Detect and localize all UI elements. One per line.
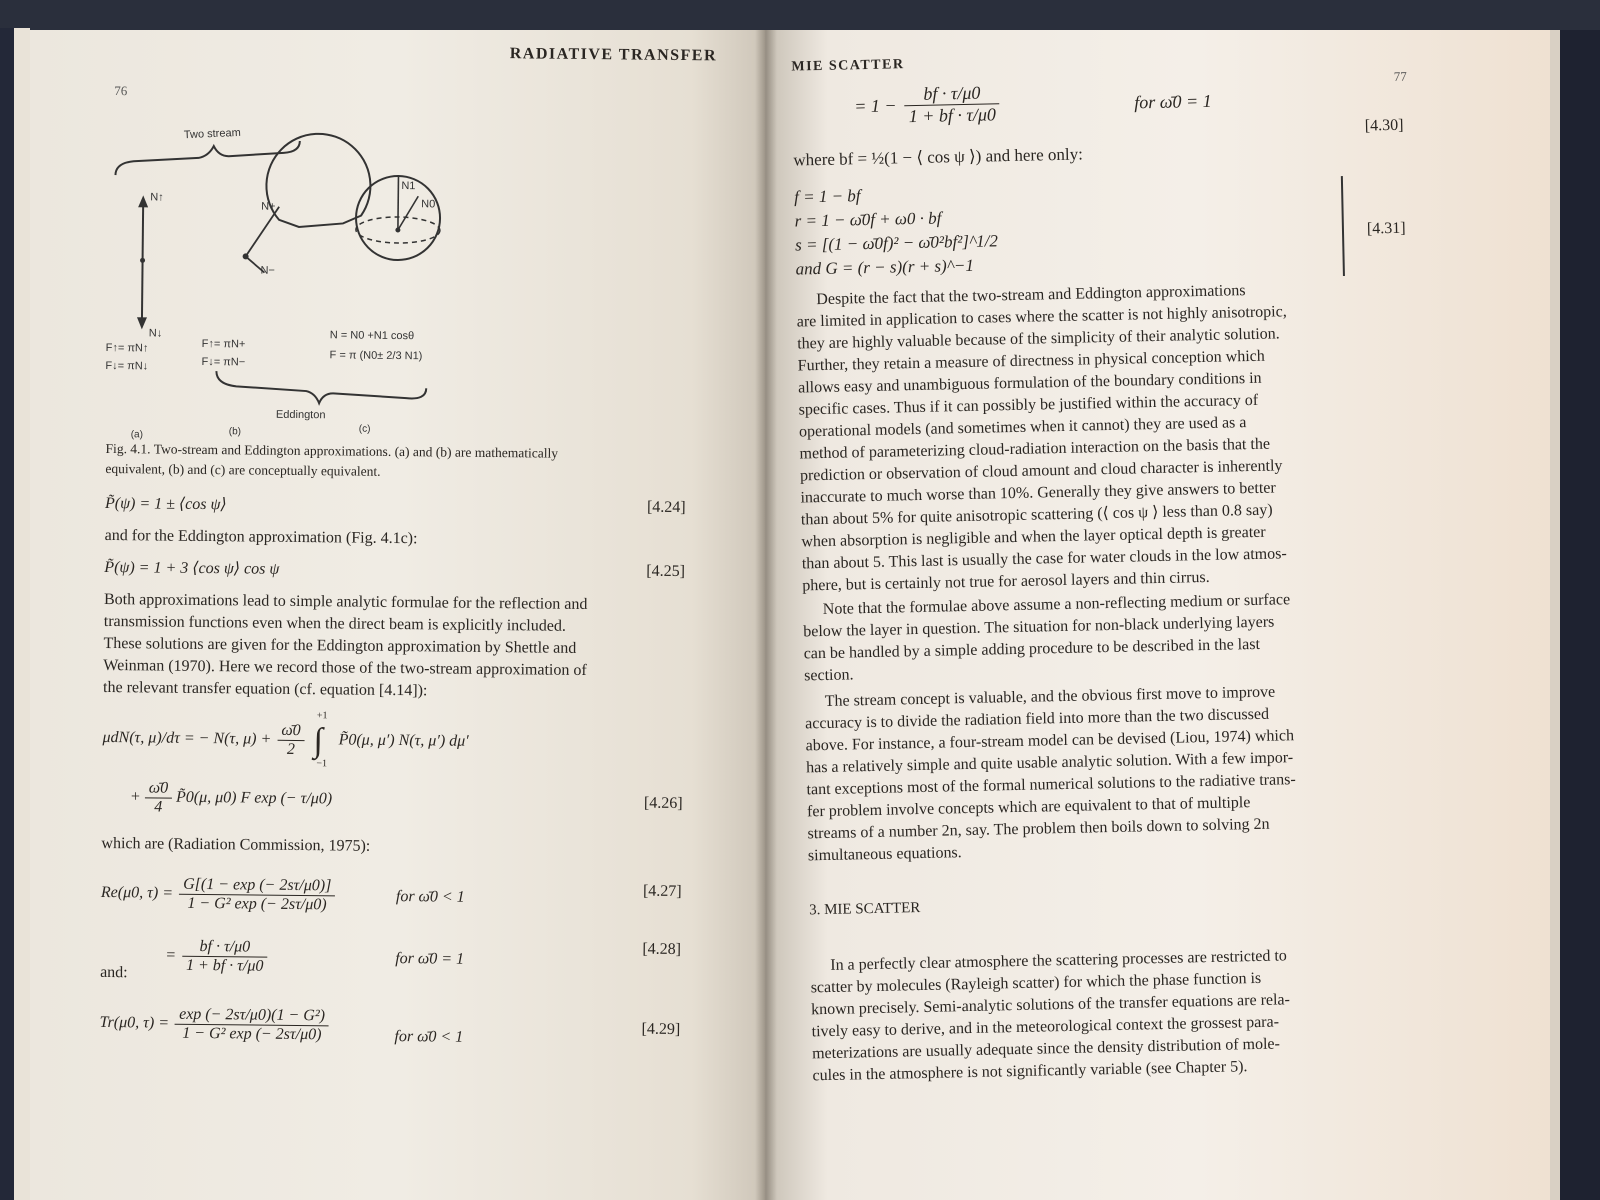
label-n0: N0 [421,198,436,211]
paragraph-line: below the layer in question. The situation for non-black underlying layers [803,613,1275,641]
paragraph-line: Further, they retain a measure of directness in physical conception which [797,347,1265,375]
paragraph-line: scatter by molecules (Rayleigh scatter) for which the phase function is [810,969,1262,997]
paragraph-line: transmission functions even when the direct beam is explicitly included. [103,612,566,635]
eq-4-26-frac-num: ω̄0 [277,721,304,740]
paragraph-line: simultaneous equations. [807,844,962,865]
eq-4-30-denominator: 1 + bf · τ/μ0 [908,103,997,126]
eq-4-31-line: s = [(1 − ω̄0f)² − ω̄0²bf²]^1/2 [794,231,999,255]
eq-4-30-condition: for ω̄0 = 1 [1134,90,1212,113]
equation-number-4-27: [4.27] [642,882,682,901]
equation-4-29 [99,993,329,1055]
where-line: where bf = ½(1 − ⟨ cos ψ ⟩) and here only: [793,144,1084,170]
fig-b-line2: F↓= πN− [201,355,246,369]
eq-4-27-denominator: 1 − G² exp (− 2sτ/μ0) [187,894,327,913]
paragraph-line: In a perfectly clear atmosphere the scattering processes are restricted to [830,947,1288,974]
integral-lower-limit: −1 [316,758,328,770]
left-page [30,30,765,1200]
eq-4-27-condition: for ω̄0 < 1 [395,888,465,906]
equation-4-28 [165,928,268,985]
paragraph-line: are limited in application to cases where the scatter is not highly anisotropic, [796,303,1287,331]
eq-4-31-line: f = 1 − bf [793,186,861,207]
paragraph-line: streams of a number 2n, say. The problem then boils down to solving 2n [807,815,1270,843]
equation-bracket-line [1341,176,1345,276]
label-n-up: N↑ [150,191,164,204]
page-number-left: 76 [114,83,128,99]
eq-4-29-numerator: exp (− 2sτ/μ0)(1 − G²) [175,1005,329,1026]
page-number-right: 77 [1393,68,1407,84]
label-n-plus: N+ [261,200,276,213]
eq-4-26-lhs: μdN(τ, μ)/dτ = − N(τ, μ) + [102,728,272,748]
eq-4-28-equals: = [165,946,177,964]
paragraph-line: has a relatively simple and quite usable analytic solution. With a few impor- [805,749,1294,777]
label-b: (b) [228,426,242,438]
section-heading-mie-scatter: 3. MIE SCATTER [808,900,921,919]
figure-4-1 [101,95,685,441]
equation-4-30 [854,73,1001,136]
equation-number-4-29: [4.29] [641,1020,681,1039]
eq-4-29-fraction [175,1005,329,1044]
eq-4-26-fraction [277,721,305,758]
label-n-down: N↓ [148,327,163,340]
fig-c-line2: F = π (N0± 2/3 N1) [329,349,423,363]
fig-a-line1: F↑= πN↑ [105,341,149,355]
eq-4-28-fraction [182,937,268,975]
equation-4-27 [101,863,336,925]
eq-4-26-line2-fraction [145,779,173,816]
paragraph-line: known precisely. Semi-analytic solutions of the transfer equations are rela- [811,991,1291,1019]
eq-4-26-line2-rest: P̃0(μ, μ0) F exp (− τ/μ0) [175,788,333,808]
eq-4-29-denominator: 1 − G² exp (− 2sτ/μ0) [182,1024,322,1043]
equation-number-4-31: [4.31] [1366,219,1406,238]
eq-4-28-denominator: 1 + bf · τ/μ0 [185,956,264,975]
eq-4-30-numerator: bf · τ/μ0 [904,82,1000,106]
equation-4-26-line2 [130,771,333,825]
paragraph-line: when absorption is negligible and when the layer optical depth is greater [801,523,1266,551]
paragraph-line: than about 5. This last is usually the case for water clouds in the low atmos- [801,545,1287,573]
label-eddington: Eddington [275,408,326,422]
paragraph-line: phere, but is certainly not true for aerosol layers and thin cirrus. [802,568,1210,595]
label-c: (c) [358,423,371,435]
eq-4-28-numerator: bf · τ/μ0 [182,937,268,957]
eq-4-26-line2-frac-num: ω̄0 [145,779,172,798]
book-gutter [755,30,777,1200]
label-a: (a) [130,429,144,441]
label-two-stream: Two stream [183,126,241,142]
eq-4-26-frac-den: 2 [286,740,295,758]
text-eddington-intro: and for the Eddington approximation (Fig. 4.1c): [104,526,418,548]
fig-c-line1: N = N0 +N1 cosθ [329,329,415,343]
running-head-left: RADIATIVE TRANSFER [509,45,718,65]
eq-4-30-prefix: = 1 − [854,94,897,116]
paragraph-line: accuracy is to divide the radiation field into more than the two discussed [805,705,1270,733]
equation-number-4-30: [4.30] [1364,116,1404,135]
eq-4-26-line2-frac-den: 4 [154,797,163,816]
equation-4-24: P̃(ψ) = 1 ± ⟨cos ψ⟩ [104,494,227,514]
fig-a-line2: F↓= πN↓ [105,359,149,373]
equation-number-4-26: [4.26] [643,794,683,813]
eq-4-29-lhs: Tr(μ0, τ) = [99,1013,170,1032]
paragraph-line: tively easy to derive, and in the meteorological context the grossest para- [811,1013,1280,1041]
paragraph-line: inaccurate to much worse than 10%. Generally they give answers to better [800,479,1276,507]
paragraph-line: Despite the fact that the two-stream and Eddington approximations [816,282,1246,309]
paragraph-line: allows easy and unambiguous formulation of the boundary conditions in [797,369,1262,397]
book-left-edge [0,28,30,1200]
paragraph-line: meterizations are usually adequate since the density distribution of mole- [811,1035,1281,1063]
eq-4-31-line: and G = (r − s)(r + s)^−1 [795,255,975,279]
paragraph-line: prediction or observation of cloud amount and cloud character is inherently [799,457,1283,485]
paragraph-line: The stream concept is valuable, and the obvious first move to improve [824,683,1276,710]
label-n-minus: N− [260,264,275,277]
text-radiation-commission: which are (Radiation Commission, 1975): [101,834,371,855]
fig-b-line1: F↑= πN+ [201,337,246,351]
eq-4-31-line: r = 1 − ω̄0f + ω0 · bf [794,208,942,231]
figure-caption-line2: equivalent, (b) and (c) are conceptually equivalent. [105,460,381,479]
text-and: and: [100,963,128,982]
paragraph-line: they are highly valuable because of the simplicity of their analytic solution. [797,325,1280,353]
paragraph-line: than about 5% for quite anisotropic scattering (⟨ cos ψ ⟩ less than 0.8 say) [800,501,1273,529]
paragraph-line: operational models (and sometimes when it cannot) they are used as a [798,414,1247,441]
equation-4-26-line1 [102,709,469,771]
eq-4-26-plus: + [129,788,141,806]
eq-4-29-condition: for ω̄0 < 1 [394,1028,464,1046]
eq-4-28-condition: for ω̄0 = 1 [395,950,465,968]
equation-number-4-25: [4.25] [646,562,686,581]
right-page [765,30,1550,1200]
paragraph-line: Note that the formulae above assume a non-reflecting medium or surface [822,591,1291,619]
figure-diagram [101,95,685,441]
integral-sign: ∫ +1 −1 [313,710,328,770]
eq-4-30-fraction [904,82,1000,127]
paragraph-line: specific cases. Thus if it can possibly be justified within the accuracy of [798,391,1259,419]
paragraph-line: method of parameterizing cloud-radiation interaction on the basis that the [799,435,1271,463]
eq-4-27-numerator: G[(1 − exp (− 2sτ/μ0)] [179,875,335,896]
paragraph-line: fer problem involve concepts which are equivalent to that of multiple [806,794,1251,821]
paragraph-line: These solutions are given for the Eddington approximation by Shettle and [103,634,577,657]
paragraph-line: can be handled by a simple adding procedure to be described in the last [803,635,1261,663]
equation-4-25: P̃(ψ) = 1 + 3 ⟨cos ψ⟩ cos ψ [104,558,280,578]
eq-4-27-fraction [179,875,336,914]
integral-upper-limit: +1 [316,710,328,722]
running-head-right: MIE SCATTER [791,57,905,75]
paragraph-line: tant exceptions most of the formal numerical solutions to the radiative trans- [806,771,1296,799]
paragraph-line: Both approximations lead to simple analytic formulae for the reflection and [103,590,588,614]
equation-number-4-24: [4.24] [646,498,686,517]
equation-number-4-28: [4.28] [642,940,682,959]
paragraph-line: above. For instance, a four-stream model can be devised (Liou, 1974) which [805,727,1295,755]
eq-4-27-lhs: Re(μ0, τ) = [100,883,174,902]
paragraph-line: the relevant transfer equation (cf. equation [4.14]): [103,678,428,700]
label-n1: N1 [401,180,416,193]
paragraph-line: section. [804,666,854,685]
paragraph-line: cules in the atmosphere is not significantly variable (see Chapter 5). [812,1058,1248,1085]
paragraph-line: Weinman (1970). Here we record those of the two-stream approximation of [103,656,587,680]
figure-caption-line1: Fig. 4.1. Two-stream and Eddington approximations. (a) and (b) are mathematically [105,440,559,461]
eq-4-26-rhs: P̃0(μ, μ′) N(τ, μ′) dμ′ [338,731,469,750]
